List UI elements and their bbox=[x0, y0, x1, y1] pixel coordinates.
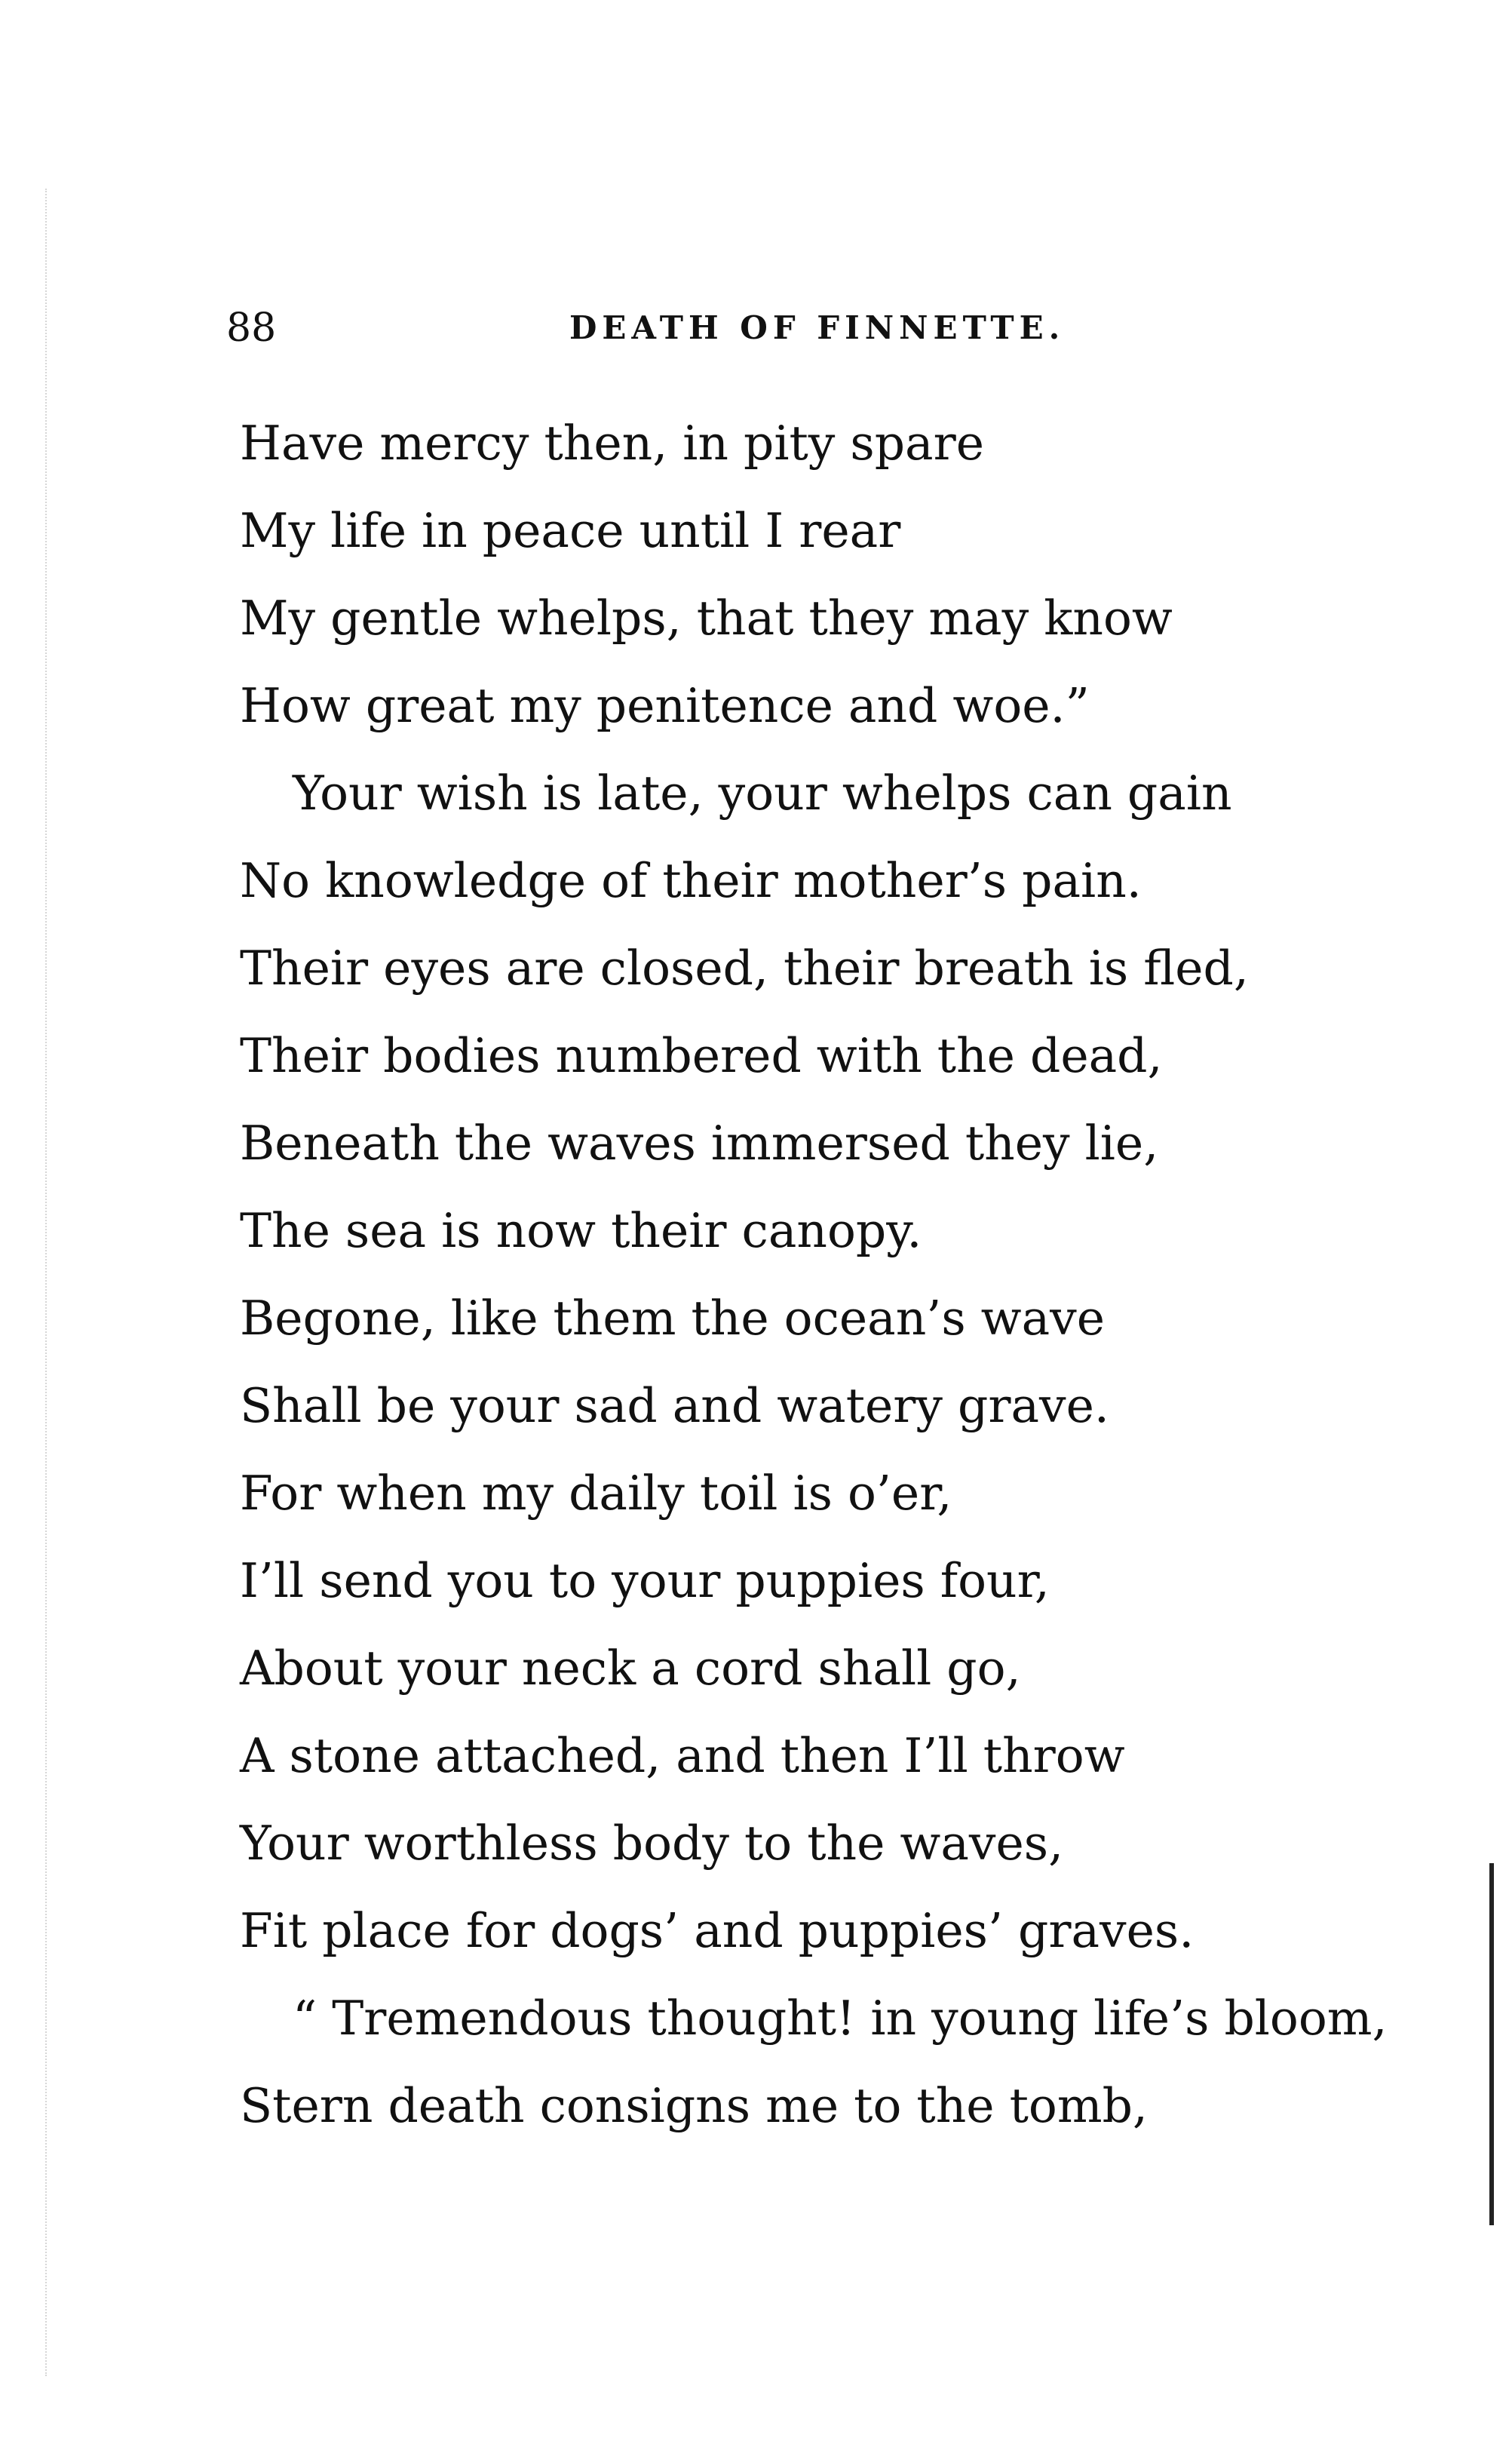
poem-line: I’ll send you to your puppies four, bbox=[240, 1553, 1050, 1608]
poem-line: My life in peace until I rear bbox=[240, 503, 901, 558]
poem-line: “ Tremendous thought! in young life’s bloom, bbox=[293, 1991, 1388, 2046]
poem-body bbox=[240, 400, 1416, 2150]
poem-line: No knowledge of their mother’s pain. bbox=[240, 853, 1142, 908]
page-number: 88 bbox=[226, 306, 277, 351]
poem-line: My gentle whelps, that they may know bbox=[240, 591, 1173, 646]
poem-line: Begone, like them the ocean’s wave bbox=[240, 1291, 1106, 1346]
poem-line: Stern death consigns me to the tomb, bbox=[240, 2078, 1148, 2133]
poem-line: How great my penitence and woe.” bbox=[240, 678, 1090, 733]
poem-line: Your wish is late, your whelps can gain bbox=[293, 766, 1232, 821]
poem-line: Their eyes are closed, their breath is fled, bbox=[240, 941, 1249, 996]
poem-line: Your worthless body to the waves, bbox=[240, 1816, 1064, 1871]
poem-line: Fit place for dogs’ and puppies’ graves. bbox=[240, 1903, 1195, 1958]
poem-line: For when my daily toil is o’er, bbox=[240, 1466, 952, 1521]
poem-line: The sea is now their canopy. bbox=[240, 1203, 922, 1258]
margin-specks bbox=[45, 189, 62, 2376]
poem-line: Their bodies numbered with the dead, bbox=[240, 1028, 1163, 1083]
poem-line: A stone attached, and then I’ll throw bbox=[240, 1728, 1125, 1783]
poem-line: Shall be your sad and watery grave. bbox=[240, 1378, 1109, 1433]
poem-line: Have mercy then, in pity spare bbox=[240, 416, 985, 471]
running-head bbox=[226, 298, 1192, 358]
page-edge-mark bbox=[1489, 1863, 1494, 2225]
poem-line: Beneath the waves immersed they lie, bbox=[240, 1116, 1159, 1171]
running-head-title: DEATH OF FINNETTE. bbox=[569, 309, 1066, 346]
poem-line: About your neck a cord shall go, bbox=[240, 1641, 1021, 1696]
